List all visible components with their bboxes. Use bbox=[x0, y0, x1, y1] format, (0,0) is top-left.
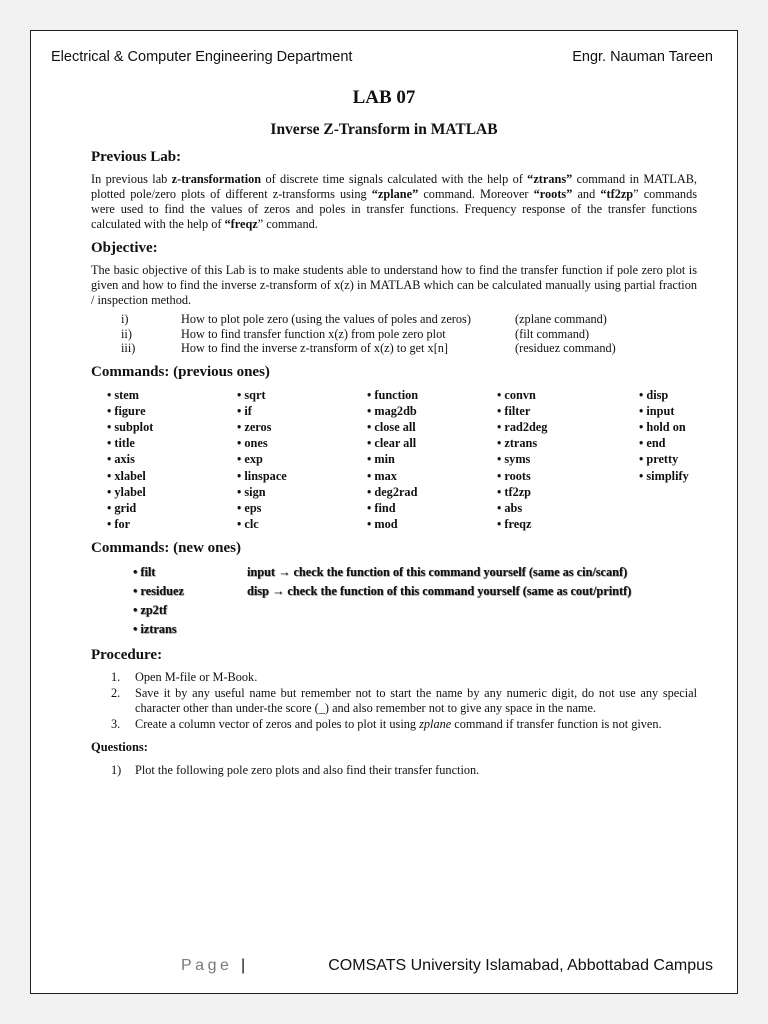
list-item: • roots bbox=[497, 468, 531, 483]
list-item bbox=[639, 500, 719, 516]
objective-text: The basic objective of this Lab is to make students able to understand how to find the transfer function if pole zero plot is given and how to find the inverse z-transform of x(z) in MATLAB which can be calculated manually using partial fraction / inspection method. bbox=[91, 263, 697, 307]
list-item: • axis bbox=[107, 452, 135, 467]
list-item: • end bbox=[639, 436, 666, 451]
lab-title: LAB 07 bbox=[352, 87, 416, 108]
list-item: • clc bbox=[237, 517, 259, 532]
list-item: • hold on bbox=[639, 419, 686, 434]
list-item: ii) How to find transfer function x(z) from pole zero plot (filt command) bbox=[121, 326, 590, 341]
commands-previous-grid bbox=[107, 387, 697, 533]
list-item: • abs bbox=[497, 500, 523, 515]
command-note bbox=[247, 601, 717, 620]
list-item: 3. Create a column vector of zeros and poles to plot it using zplane command if transfer function is not given. bbox=[111, 717, 662, 732]
list-item: • mag2db bbox=[367, 403, 417, 418]
list-item: • linspace bbox=[237, 468, 287, 483]
list-item: • pretty bbox=[639, 452, 679, 467]
list-item: • max bbox=[367, 468, 397, 483]
list-item: • disp bbox=[639, 387, 669, 402]
list-item: • for bbox=[107, 517, 131, 532]
command-note: input → check the function of this command yourself (same as cin/scanf) bbox=[247, 565, 628, 580]
list-item: • close all bbox=[367, 419, 416, 434]
header-author: Engr. Nauman Tareen bbox=[572, 49, 713, 65]
list-item: i) How to plot pole zero (using the values of poles and zeros) (zplane command) bbox=[121, 312, 607, 326]
list-item: • stem bbox=[107, 387, 139, 402]
list-item: • mod bbox=[367, 517, 398, 532]
command-note bbox=[247, 620, 717, 639]
list-item: • grid bbox=[107, 500, 137, 515]
list-item: • title bbox=[107, 436, 135, 451]
list-item: • function bbox=[367, 387, 419, 402]
procedure-heading: Procedure: bbox=[91, 647, 163, 664]
list-item: • simplify bbox=[639, 468, 689, 483]
list-item: • zeros bbox=[237, 419, 272, 434]
questions-heading: Questions: bbox=[91, 740, 148, 755]
header-department: Electrical & Computer Engineering Department bbox=[51, 49, 353, 65]
list-item: • input bbox=[639, 403, 675, 418]
commands-previous-heading: Commands: (previous ones) bbox=[91, 363, 270, 380]
commands-new-list bbox=[133, 563, 697, 639]
list-item: • rad2deg bbox=[497, 419, 548, 434]
command-note: disp → check the function of this command yourself (same as cout/printf) bbox=[247, 584, 632, 599]
list-item: • tf2zp bbox=[497, 484, 532, 499]
list-item: • zp2tf bbox=[133, 603, 168, 618]
objective-heading: Objective: bbox=[91, 240, 158, 256]
list-item: • ylabel bbox=[107, 484, 146, 499]
footer-page-label: Page bbox=[181, 957, 233, 974]
list-item: • clear all bbox=[367, 436, 417, 451]
list-item: • xlabel bbox=[107, 468, 146, 483]
list-item: • if bbox=[237, 403, 252, 418]
list-item: iii) How to find the inverse z-transform of x(z) to get x[n] (residuez command) bbox=[121, 341, 616, 355]
lab-content bbox=[91, 149, 697, 778]
procedure-list bbox=[111, 670, 697, 732]
list-item: • eps bbox=[237, 500, 262, 515]
list-item: • residuez bbox=[133, 584, 184, 599]
list-item: • iztrans bbox=[133, 622, 177, 637]
footer-separator: | bbox=[241, 957, 246, 974]
list-item: • find bbox=[367, 500, 396, 515]
objective-list bbox=[121, 312, 697, 356]
list-item: • sqrt bbox=[237, 387, 266, 402]
lab-subtitle: Inverse Z-Transform in MATLAB bbox=[270, 121, 498, 138]
footer-university: COMSATS University Islamabad, Abbottabad Campus bbox=[328, 957, 713, 974]
list-item: • filter bbox=[497, 403, 531, 418]
list-item: 2. Save it by any useful name but remember not to start the name by any numeric digit, do not use any special character other than under-the score (_) and also remember not to give any space in the name. bbox=[111, 686, 697, 716]
previous-lab-heading: Previous Lab: bbox=[91, 149, 182, 165]
previous-lab-text: In previous lab z-transformation of discrete time signals calculated with the help of “ztrans” command in MATLAB, plotted pole/zero plots of different z-transforms using “zplane” command. Moreover “roots” and “tf2zp” commands were used to find the values of zeros and poles in transfer functions. Frequency response of the transfer functions calculated with the help of “freqz” command. bbox=[91, 172, 698, 231]
list-item bbox=[639, 516, 719, 532]
list-item: • convn bbox=[497, 387, 536, 402]
list-item: • syms bbox=[497, 452, 531, 467]
list-item: • freqz bbox=[497, 517, 532, 532]
commands-new-heading: Commands: (new ones) bbox=[91, 540, 241, 557]
list-item: • min bbox=[367, 452, 395, 467]
list-item: 1) Plot the following pole zero plots and also find their transfer function. bbox=[111, 763, 480, 778]
list-item: • sign bbox=[237, 484, 266, 499]
list-item bbox=[639, 484, 719, 500]
list-item: • deg2rad bbox=[367, 484, 418, 499]
list-item: 1. Open M-file or M-Book. bbox=[111, 670, 258, 685]
document-page bbox=[30, 30, 738, 994]
list-item: • subplot bbox=[107, 419, 154, 434]
list-item: • ztrans bbox=[497, 436, 538, 451]
list-item: • filt bbox=[133, 565, 156, 580]
list-item: • figure bbox=[107, 403, 146, 418]
list-item: • ones bbox=[237, 436, 268, 451]
list-item: • exp bbox=[237, 452, 263, 467]
